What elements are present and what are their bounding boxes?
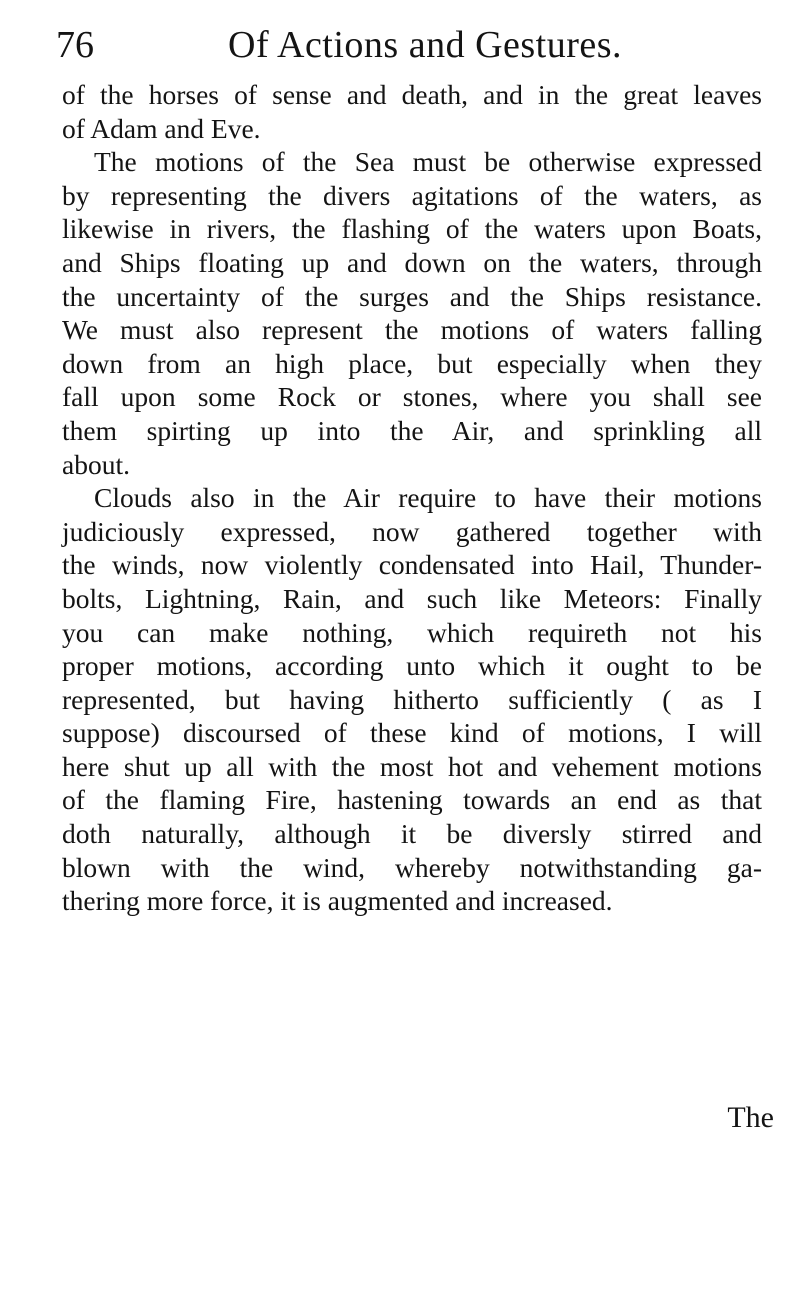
text-line: suppose) discoursed of these kind of motions, I will [62,717,762,749]
text-line: likewise in rivers, the flashing of the waters upon Boats, [62,213,762,245]
text-line: thering more force, it is augmented and increased. [62,885,613,917]
text-line: the uncertainty of the surges and the Ships resistance. [62,280,762,312]
text-line: We must also represent the motions of waters falling [62,314,762,346]
text-line: about. [62,448,130,480]
text-line: represented, but having hitherto sufficiently ( as I [62,683,762,715]
text-line: bolts, Lightning, Rain, and such like Meteors: Finally [62,582,762,614]
text-line: proper motions, according unto which it ought to be [62,650,762,682]
text-line: you can make nothing, which requireth not his [62,616,762,648]
text-line: the winds, now violently condensated into Hail, Thunder- [62,549,762,581]
text-line: The motions of the Sea must be otherwise expressed [94,146,762,178]
text-line: down from an high place, but especially when they [62,347,762,379]
text-line: Clouds also in the Air require to have their motions [94,482,762,514]
text-line: of the flaming Fire, hastening towards an end as that [62,784,762,816]
text-line: blown with the wind, whereby notwithstanding ga- [62,851,762,883]
body-text [62,78,762,918]
running-title: Of Actions and Gestures. [228,24,623,66]
text-line: fall upon some Rock or stones, where you shall see [62,381,762,413]
text-line: by representing the divers agitations of the waters, as [62,179,762,211]
text-line: of Adam and Eve. [62,112,261,144]
text-line: here shut up all with the most hot and vehement motions [62,750,762,782]
page-number: 76 [56,24,94,66]
text-line: of the horses of sense and death, and in the great leaves [62,79,762,110]
text-line: them spirting up into the Air, and sprinkling all [62,414,762,446]
text-line: and Ships floating up and down on the waters, through [62,246,762,278]
text-line: judiciously expressed, now gathered together with [62,515,762,547]
catchword: The [727,1101,774,1134]
text-line: doth naturally, although it be diversly stirred and [62,818,762,850]
